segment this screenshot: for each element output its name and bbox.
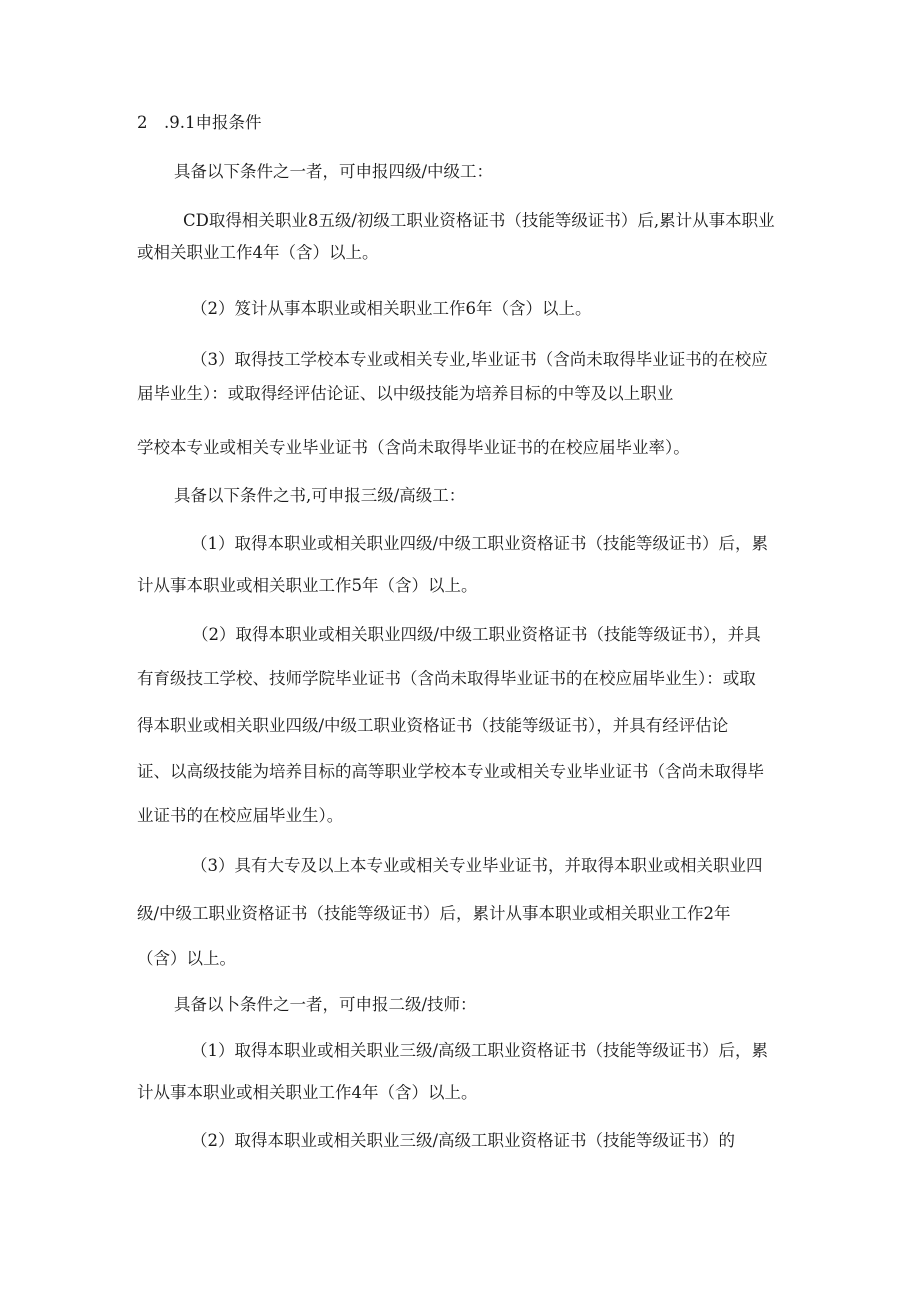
level2-item1-line1: （1）取得本职业或相关职业三级/高级工职业资格证书（技能等级证书）后，累 [191, 1041, 769, 1060]
level3-item3-line2: 级/中级工职业资格证书（技能等级证书）后，累计从事本职业或相关职业工作2年 [137, 904, 731, 923]
level3-item2-line4: 证、以高级技能为培养目标的高等职业学校本专业或相关专业毕业证书（含尚未取得毕 [137, 762, 764, 781]
level2-lead: 具备以卜条件之一者，可申报二级/技师： [174, 995, 477, 1014]
level3-item2-line5: 业证书的在校应届毕业生）。 [137, 806, 344, 825]
level3-item1-line2: 计从事本职业或相关职业工作5年（含）以上。 [137, 576, 478, 595]
level3-item1-line1: （1）取得本职业或相关职业四级/中级工职业资格证书（技能等级证书）后，累 [191, 534, 769, 553]
level3-lead: 具备以下条件之书,可申报三级/高级工： [174, 486, 466, 505]
level2-item2-line1: （2）取得本职业或相关职业三级/高级工职业资格证书（技能等级证书）的 [191, 1131, 736, 1150]
level3-item3-line3: （含）以上。 [137, 949, 236, 968]
level4-item3-line2: 届毕业生）：或取得经评估论证、以中级技能为培养目标的中等及以上职业 [137, 384, 674, 403]
level3-item2-line3: 得本职业或相关职业四级/中级工职业资格证书（技能等级证书），并具有经评估论 [137, 716, 729, 735]
level3-item2-line1: （2）取得本职业或相关职业四级/中级工职业资格证书（技能等级证书），并具 [192, 625, 761, 644]
level3-item3-line1: （3）具有大专及以上本专业或相关专业毕业证书，并取得本职业或相关职业四 [191, 856, 763, 875]
level4-item3-line1: （3）取得技工学校本专业或相关专业,毕业证书（含尚未取得毕业证书的在校应 [191, 350, 768, 369]
level3-item2-line2: 有育级技工学校、技师学院毕业证书（含尚未取得毕业证书的在校应届毕业生）：或取 [137, 669, 756, 688]
level4-item1-line1: CD取得相关职业8五级/初级工职业资格证书（技能等级证书）后,累计从事本职业 [183, 211, 775, 230]
level2-item1-line2: 计从事本职业或相关职业工作4年（含）以上。 [137, 1083, 478, 1102]
section-heading: 2 .9.1申报条件 [137, 113, 262, 132]
level4-item2-line1: （2）笈计从事本职业或相关职业工作6年（含）以上。 [191, 299, 592, 318]
level4-lead: 具备以下条件之一者，可申报四级/中级工： [174, 162, 494, 181]
level4-item1-line2: 或相关职业工作4年（含）以上。 [137, 243, 379, 262]
level4-item3-line3: 学校本专业或相关专业毕业证书（含尚未取得毕业证书的在校应届毕业率）。 [137, 438, 690, 457]
